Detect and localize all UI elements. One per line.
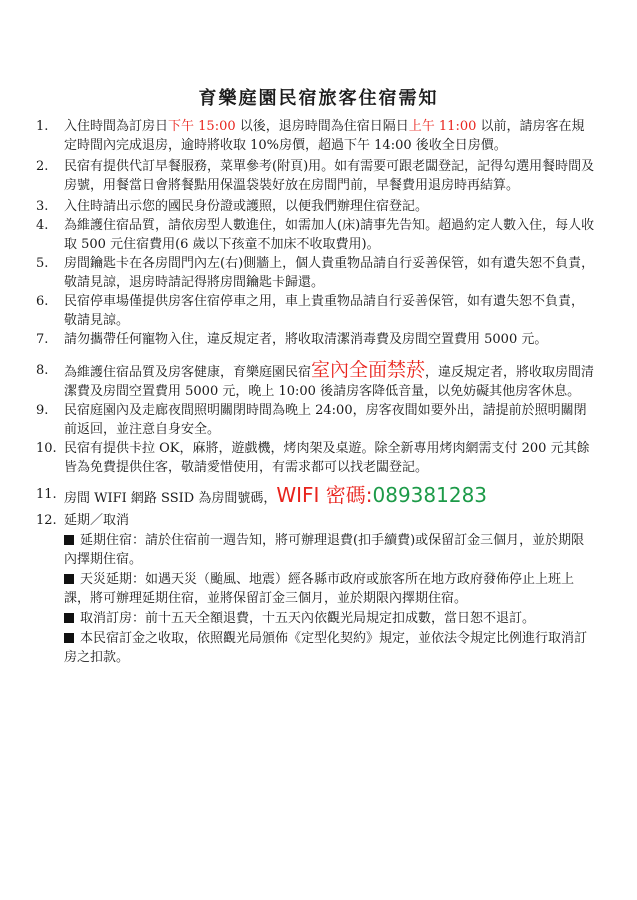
rule-number: 4. — [36, 218, 49, 233]
page-title: 育樂庭園民宿旅客住宿需知 — [198, 88, 439, 109]
sub-item-text: 取消訂房：前十五天全額退費，十五天內依觀光局規定扣成數，當日恕不退訂。 — [80, 611, 536, 626]
rule-number: 11. — [36, 487, 57, 502]
sub-item-deposit — [64, 629, 596, 667]
rule-item-12 — [36, 511, 596, 667]
rule-number: 6. — [36, 294, 49, 309]
rule-text: 民宿停車場僅提供房客住宿停車之用，車上貴重物品請自行妥善保管，如有遺失恕不負責，敬請見諒。 — [64, 294, 585, 328]
wifi-password-label: WIFI 密碼: — [276, 483, 373, 507]
rule-item-6 — [36, 292, 596, 330]
sub-item-disaster — [64, 570, 596, 608]
rule-text: 房間 WIFI 網路 SSID 為房間號碼， — [64, 491, 277, 506]
rule-text: 為維護住宿品質，請依房型人數進住，如需加人(床)請事先告知。超過約定人數入住，每人收取 500 元住宿費用(6 歲以下孩童不加床不收取費用)。 — [64, 218, 595, 252]
square-bullet-icon — [64, 633, 74, 643]
rule-number: 8. — [36, 363, 49, 378]
rule-number: 10. — [36, 441, 57, 456]
rule-item-8 — [36, 361, 596, 401]
rule-number: 3. — [36, 199, 49, 214]
sub-item-text: 本民宿訂金之收取，依照觀光局頒佈《定型化契約》規定，並依法令規定比例進行取消訂房之扣款。 — [64, 631, 588, 665]
no-smoking-notice: 室內全面禁菸 — [311, 359, 426, 381]
sub-item-text: 天災延期：如遇天災（颱風、地震）經各縣市政府或旅客所在地方政府發佈停止上班上課，將可辦理延期住宿，並將保留訂金三個月，並於期限內擇期住宿。 — [64, 572, 575, 606]
square-bullet-icon — [64, 535, 74, 545]
rule-number: 12. — [36, 513, 57, 528]
rule-item-7 — [36, 330, 596, 349]
square-bullet-icon — [64, 574, 74, 584]
rule-text: 入住時請出示您的國民身份證或護照，以便我們辦理住宿登記。 — [64, 199, 429, 214]
rule-item-11 — [36, 483, 596, 511]
rule-item-5 — [36, 254, 596, 292]
checkout-time: 上午 11:00 — [408, 119, 477, 134]
rule-text: 民宿有提供卡拉 OK，麻將，遊戲機，烤肉架及桌遊。除全新專用烤肉網需支付 200 元其餘皆為免費提供住客，敬請愛惜使用，有需求都可以找老闆登記。 — [64, 441, 590, 475]
rule-text: 房間鑰匙卡在各房間門內左(右)側牆上，個人貴重物品請自行妥善保管，如有遺失恕不負責，敬請見諒，退房時請記得將房間鑰匙卡歸還。 — [64, 256, 595, 290]
rule-item-3 — [36, 197, 596, 216]
rule-text: 入住時間為訂房日 — [64, 119, 169, 134]
rule-text: 以後，退房時間為住宿日隔日 — [235, 119, 409, 134]
rule-text: 以前，請房客在規定時間內完成退房，逾時將收取 10%房價，超過下午 14:00 後收全日房價。 — [64, 119, 585, 153]
rule-number: 2. — [36, 159, 49, 174]
rule-item-1 — [36, 117, 596, 155]
rule-text: ，違反規定者，將收取房間清潔費及房間空置費用 5000 元，晚上 10:00 後請房客降低音量，以免妨礙其他房客休息。 — [64, 365, 595, 399]
rule-number: 5. — [36, 256, 49, 271]
rule-item-10 — [36, 439, 596, 477]
sub-item-text: 延期住宿：請於住宿前一週告知，將可辦理退費(扣手續費)或保留訂金三個月，並於期限內擇期住宿。 — [64, 533, 585, 567]
rule-item-4 — [36, 216, 596, 254]
rule-text: 為維護住宿品質及房客健康，育樂庭園民宿 — [64, 365, 312, 380]
checkin-time: 下午 15:00 — [168, 119, 236, 134]
rule-text: 民宿庭園內及走廊夜間照明關閉時間為晚上 24:00，房客夜間如要外出，請提前於照明關閉前返回，並注意自身安全。 — [64, 403, 587, 437]
rule-number: 9. — [36, 403, 49, 418]
rule-number: 1. — [36, 119, 49, 134]
sub-item-delay — [64, 531, 596, 569]
wifi-password: 089381283 — [372, 483, 488, 507]
rule-text: 請勿攜帶任何寵物入住，違反規定者，將收取清潔消毒費及房間空置費用 5000 元。 — [64, 332, 548, 347]
rule-text: 民宿有提供代訂早餐服務，菜單參考(附頁)用。如有需要可跟老闆登記，記得勾選用餐時間及房號，用餐當日會將餐點用保溫袋裝好放在房間門前，早餐費用退房時再結算。 — [64, 159, 595, 193]
rules-list — [36, 117, 596, 667]
rule-item-9 — [36, 401, 596, 439]
rule-number: 7. — [36, 332, 49, 347]
rule-item-2 — [36, 157, 596, 195]
rule-text: 延期／取消 — [64, 513, 130, 528]
sub-item-cancel — [64, 609, 596, 628]
square-bullet-icon — [64, 613, 74, 623]
